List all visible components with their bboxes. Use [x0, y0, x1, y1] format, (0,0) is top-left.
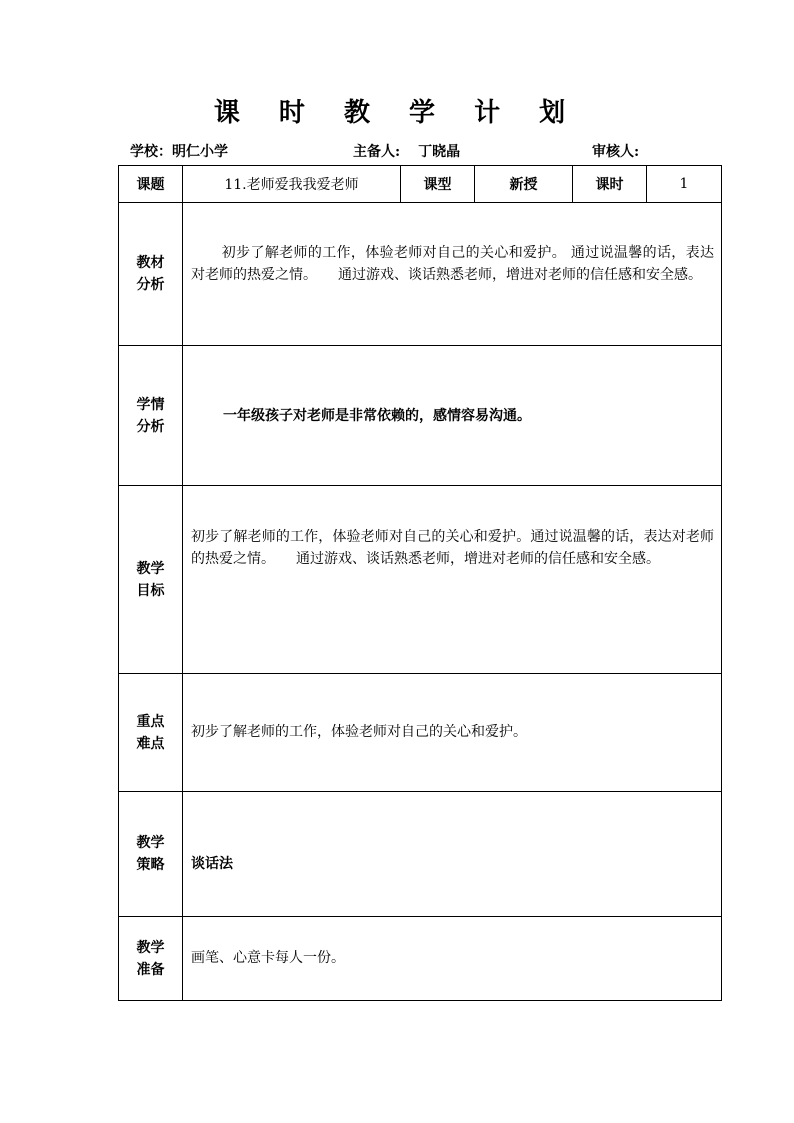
focus-cell — [183, 674, 722, 792]
material-label-line2: 分析 — [136, 277, 165, 293]
type-value: 新授 — [475, 166, 573, 203]
strategy-label — [119, 792, 183, 917]
preparer-label: 主备人: — [353, 144, 401, 160]
lesson-plan-table — [118, 165, 722, 1001]
prep-label-line1: 教学 — [136, 939, 165, 956]
preparer-value: 丁晓晶 — [418, 144, 461, 160]
reviewer-label: 审核人: — [592, 144, 640, 160]
goals-cell — [183, 486, 722, 674]
students-label-line1: 学情 — [136, 396, 165, 413]
period-value: 1 — [647, 166, 722, 203]
school-label: 学校： — [130, 144, 172, 160]
focus-text: 初步了解老师的工作，体验老师对自己的关心和爱护。 — [191, 724, 527, 740]
header-row — [119, 166, 722, 203]
page-title: 课 时 教 学 计 划 — [213, 98, 581, 128]
prep-text: 画笔、心意卡每人一份。 — [191, 950, 345, 966]
reviewer-field — [592, 141, 639, 161]
focus-label-line1: 重点 — [136, 713, 165, 730]
goals-text: 初步了解老师的工作，体验老师对自己的关心和爱护。通过说温馨的话，表达对老师的热爱之情。 通过游戏、谈话熟悉老师，增进对老师的信任感和安全感。 — [191, 529, 714, 567]
students-row — [119, 346, 722, 486]
strategy-label-line2: 策略 — [136, 857, 165, 873]
topic-value: 11.老师爱我我爱老师 — [183, 166, 401, 203]
focus-row — [119, 674, 722, 792]
period-label: 课时 — [573, 166, 647, 203]
strategy-cell — [183, 792, 722, 917]
preparer-field — [353, 141, 460, 161]
topic-label: 课题 — [119, 166, 183, 203]
students-text: 一年级孩子对老师是非常依赖的，感情容易沟通。 — [223, 408, 531, 424]
goals-label — [119, 486, 183, 674]
goals-row — [119, 486, 722, 674]
focus-label-line2: 难点 — [136, 735, 165, 752]
school-value: 明仁小学 — [172, 144, 228, 160]
students-label-line2: 分析 — [136, 418, 165, 435]
material-label-line1: 教材 — [136, 255, 165, 271]
focus-label — [119, 674, 183, 792]
material-text: 初步了解老师的工作，体验老师对自己的关心和爱护。 通过说温馨的话，表达对老师的热爱之情。 通过游戏、谈话熟悉老师，增进对老师的信任感和安全感。 — [191, 245, 714, 283]
material-label — [119, 203, 183, 346]
students-cell — [183, 346, 722, 486]
school-field — [130, 141, 228, 161]
prep-cell — [183, 917, 722, 1001]
strategy-row — [119, 792, 722, 917]
prep-label — [119, 917, 183, 1001]
goals-label-line1: 教学 — [136, 560, 165, 577]
students-label — [119, 346, 183, 486]
strategy-label-line1: 教学 — [136, 835, 165, 851]
material-cell — [183, 203, 722, 346]
type-label: 课型 — [401, 166, 475, 203]
material-row — [119, 203, 722, 346]
goals-label-line2: 目标 — [136, 582, 165, 599]
prep-row — [119, 917, 722, 1001]
prep-label-line2: 准备 — [136, 961, 165, 978]
strategy-text: 谈话法 — [191, 856, 233, 872]
